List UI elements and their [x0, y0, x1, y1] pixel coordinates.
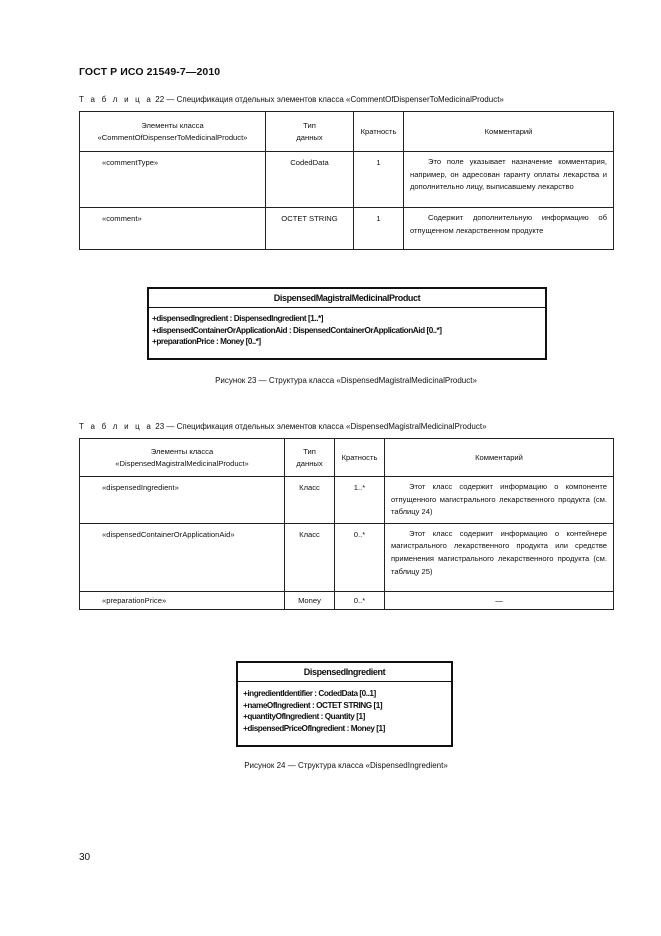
table23-cell-comment: Этот класс содержит информацию о контейнере магистрального лекарственного продукта или средстве применения магистрального лекарственного продукта (см. таблицу 25) — [385, 523, 614, 591]
table-row — [80, 208, 614, 250]
table23-cell-multiplicity: 0..* — [335, 591, 385, 609]
table23-cell-type: Класс — [285, 477, 335, 524]
table-row — [80, 591, 614, 609]
figure23-caption: Рисунок 23 — Структура класса «DispensedMagistralMedicinalProduct» — [215, 376, 477, 385]
table23-header-comment: Комментарий — [385, 439, 614, 477]
table22-cell-element: «comment» — [80, 208, 266, 250]
uml-attribute: +dispensedContainerOrApplicationAid : DispensedContainerOrApplicationAid [0..*] — [152, 325, 442, 335]
table23-cell-multiplicity: 0..* — [335, 523, 385, 591]
table-row — [80, 152, 614, 208]
table23 — [79, 438, 614, 610]
table23-header-type-line2: данных — [296, 458, 323, 468]
table22-caption — [79, 95, 504, 104]
table23-cell-type: Money — [285, 591, 335, 609]
uml-attribute-list — [238, 682, 451, 734]
table22-header-type-line1: Тип — [303, 120, 316, 130]
uml-attribute: +dispensedIngredient : DispensedIngredient [1..*] — [152, 314, 324, 323]
table22-header-type — [266, 112, 354, 152]
table22-cell-multiplicity: 1 — [354, 152, 404, 208]
uml-attribute: +quantityOfIngredient : Quantity [1] — [243, 712, 365, 721]
uml-class-dispensed-ingredient — [236, 661, 453, 747]
table22-header-element — [80, 112, 266, 152]
uml-attribute: +ingredientIdentifier : CodedData [0..1] — [243, 689, 376, 698]
table22-cell-type: OCTET STRING — [266, 208, 354, 250]
table22 — [79, 111, 614, 250]
table23-cell-element: «dispensedIngredient» — [80, 477, 285, 524]
table-row — [80, 523, 614, 591]
table22-cell-multiplicity: 1 — [354, 208, 404, 250]
table22-cell-comment: Содержит дополнительную информацию об отпущенном лекарственном продукте — [404, 208, 614, 250]
table23-header-element — [80, 439, 285, 477]
table23-cell-multiplicity: 1..* — [335, 477, 385, 524]
table22-header-element-line2: «CommentOfDispenserToMedicinalProduct» — [97, 132, 248, 142]
table22-header-multiplicity: Кратность — [354, 112, 404, 152]
table22-header-comment: Комментарий — [404, 112, 614, 152]
table23-header-type-line1: Тип — [303, 446, 316, 456]
table23-cell-comment: — — [385, 591, 614, 609]
table22-caption-text: 22 — Спецификация отдельных элементов класса «CommentOfDispenserToMedicinalProduct» — [155, 95, 504, 104]
table22-cell-type: CodedData — [266, 152, 354, 208]
table22-cell-element: «commentType» — [80, 152, 266, 208]
table23-label: Т а б л и ц а — [79, 422, 154, 431]
table23-header-row — [80, 439, 614, 477]
uml-attribute: +nameOfIngredient : OCTET STRING [1] — [243, 700, 383, 710]
table23-header-element-line1: Элементы класса — [150, 446, 214, 456]
table23-header-type — [285, 439, 335, 477]
standard-header: ГОСТ Р ИСО 21549-7—2010 — [79, 66, 221, 78]
table23-caption — [79, 422, 487, 431]
uml-class-dispensed-magistral-medicinal-product — [147, 287, 547, 360]
table23-cell-element: «preparationPrice» — [80, 591, 285, 609]
table23-header-multiplicity: Кратность — [335, 439, 385, 477]
uml-attribute: +preparationPrice : Money [0..*] — [152, 337, 261, 346]
table23-header-element-line2: «DispensedMagistralMedicinalProduct» — [115, 458, 249, 468]
table22-label: Т а б л и ц а — [79, 95, 154, 104]
table22-header-type-line2: данных — [296, 132, 323, 142]
table22-header-element-line1: Элементы класса — [141, 120, 204, 130]
table23-cell-element: «dispensedContainerOrApplicationAid» — [80, 523, 285, 591]
table22-cell-comment: Это поле указывает назначение комментария, например, он адресован гаранту оплаты лекарства и дополнительно лицу, выписавшему лекарство — [404, 152, 614, 208]
uml-attribute: +dispensedPriceOfIngredient : Money [1] — [243, 723, 385, 733]
table23-cell-comment: Этот класс содержит информацию о компоненте отпущенного магистрального лекарственного продукта (см. таблицу 24) — [385, 477, 614, 524]
uml-attribute-list — [149, 308, 545, 348]
page-number: 30 — [79, 852, 91, 863]
table-row — [80, 477, 614, 524]
table23-cell-type: Класс — [285, 523, 335, 591]
uml-class-name: DispensedIngredient — [238, 663, 451, 682]
figure24-caption: Рисунок 24 — Структура класса «DispensedIngredient» — [244, 761, 448, 770]
uml-class-name: DispensedMagistralMedicinalProduct — [149, 289, 545, 308]
table22-header-row — [80, 112, 614, 152]
table23-caption-text: 23 — Спецификация отдельных элементов класса «DispensedMagistralMedicinalProduct» — [155, 422, 487, 431]
